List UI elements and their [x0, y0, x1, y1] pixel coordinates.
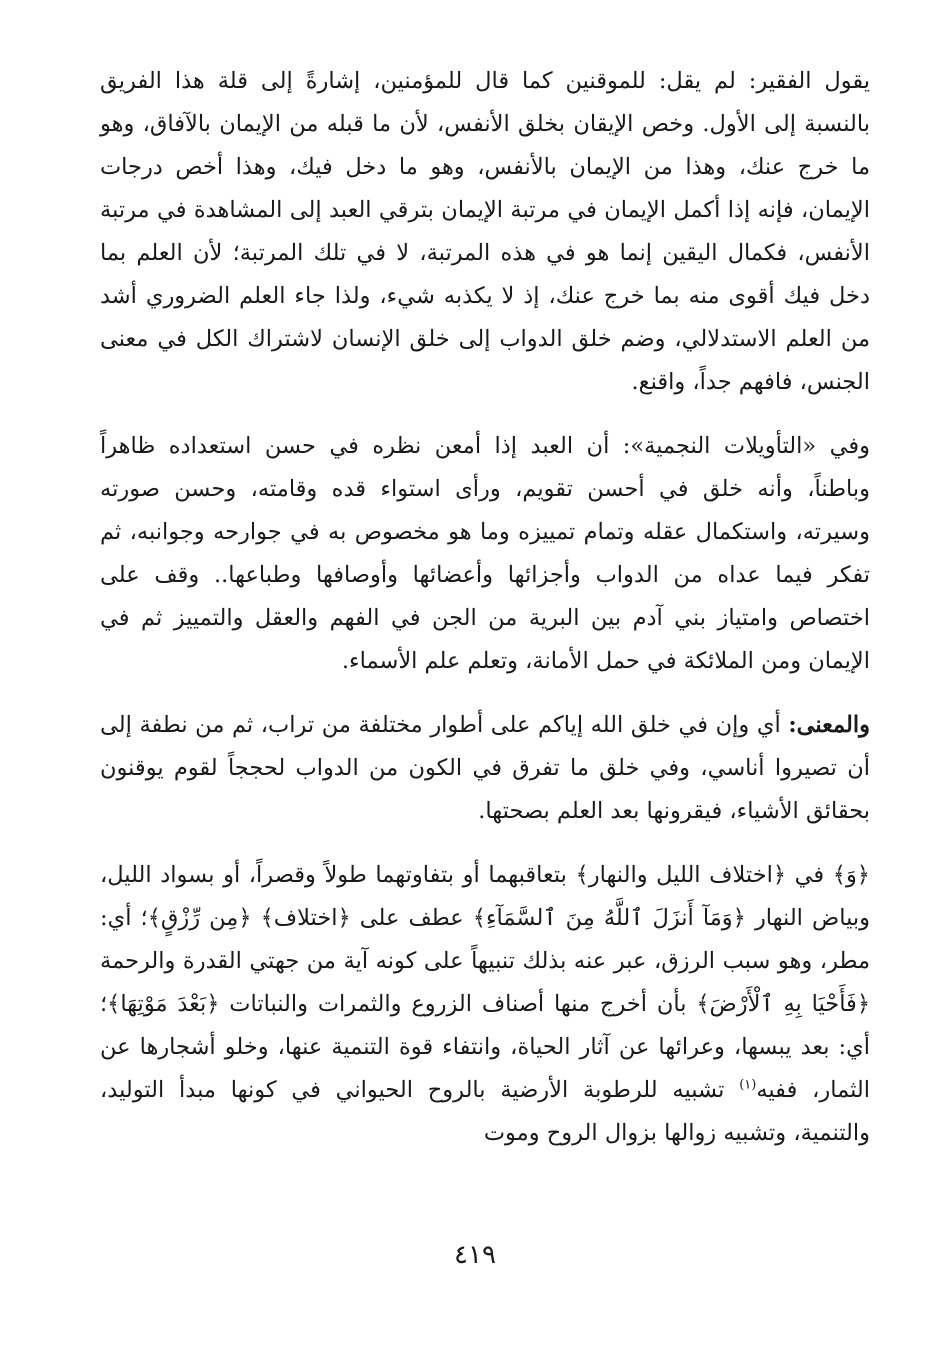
paragraph-1-text: يقول الفقير: لم يقل: للموقنين كما قال للمؤمنين، إشارةً إلى قلة هذا الفريق بالنسبة إلى الأول. وخص الإيقان بخلق الأنفس، لأن ما قبله من الإيمان بالآفاق، وهو ما خرج عنك، وهذا من الإيمان بالأنفس، وهو ما دخل فيك، وهذا أخص درجات الإيمان، فإنه إذا أكمل الإيمان في مرتبة الإيمان بترقي العبد إلى المشاهدة في مرتبة الأنفس، فكمال اليقين إنما هو في هذه المرتبة، لا في تلك المرتبة؛ لأن العلم بما دخل فيك أقوى منه بما خرج عنك، إذ لا يكذبه شيء، ولذا جاء العلم الضروري أشد من العلم الاستدلالي، وضم خلق الدواب إلى خلق الإنسان لاشتراك الكل في معنى الجنس، فافهم جداً، واقنع. [100, 68, 870, 395]
paragraph-1 [100, 60, 870, 404]
paragraph-4-text: ﴿وَ﴾ في ﴿اختلاف الليل والنهار﴾ بتعاقبهما أو بتفاوتهما طولاً وقصراً، أو بسواد الليل، وبياض النهار ﴿وَمَآ أَنزَلَ ٱللَّهُ مِنَ ٱلسَّمَآءِ﴾ عطف على ﴿اختلاف﴾ ﴿مِن رِّزْقٍ﴾؛ أي: مطر، وهو سبب الرزق، عبر عنه بذلك تنبيهاً على كونه آية من جهتي القدرة والرحمة ﴿فَأَحْيَا بِهِ ٱلْأَرْضَ﴾ بأن أخرج منها أصناف الزروع والثمرات والنباتات ﴿بَعْدَ مَوْتِهَا﴾؛ أي: بعد يبسها، وعرائها عن آثار الحياة، وانتفاء قوة التنمية عنها، وخلو أشجارها عن الثمار، ففيه [100, 862, 871, 1103]
paragraph-3-lead: والمعنى: [788, 712, 871, 738]
paragraph-3-text: أي وإن في خلق الله إياكم على أطوار مختلفة من تراب، ثم من نطفة إلى أن تصيروا أناسي، وفي خلق ما تفرق في الكون من الدواب لحججاً لقوم يوقنون بحقائق الأشياء، فيقرونها بعد العلم بصحتها. [100, 712, 870, 824]
paragraph-2 [100, 425, 870, 683]
page-number: ٤١٩ [454, 1240, 496, 1270]
footnote-reference[interactable]: (١) [739, 1077, 757, 1093]
paragraph-2-text: وفي «التأويلات النجمية»: أن العبد إذا أمعن نظره في حسن استعداده ظاهراً وباطناً، وأنه خلق في أحسن تقويم، ورأى استواء قده وقامته، وحسن صورته وسيرته، واستكمال عقله وتمام تمييزه وما هو مخصوص به في جوارحه وجوانبه، ثم تفكر فيما عداه من الدواب وأجزائها وأعضائها وأوصافها وطباعها.. وقف على اختصاص وامتياز بني آدم بين البرية من الجن في الفهم والعقل والتمييز ثم في الإيمان ومن الملائكة في حمل الأمانة، وتعلم علم الأسماء. [100, 433, 870, 674]
paragraph-3 [100, 704, 870, 833]
paragraph-4-text-after: تشبيه للرطوبة الأرضية بالروح الحيواني في كونها مبدأ التوليد، والتنمية، وتشبيه زوالها بزوال الروح وموت [100, 1077, 870, 1146]
page-body [100, 60, 870, 1176]
paragraph-4 [100, 854, 870, 1155]
